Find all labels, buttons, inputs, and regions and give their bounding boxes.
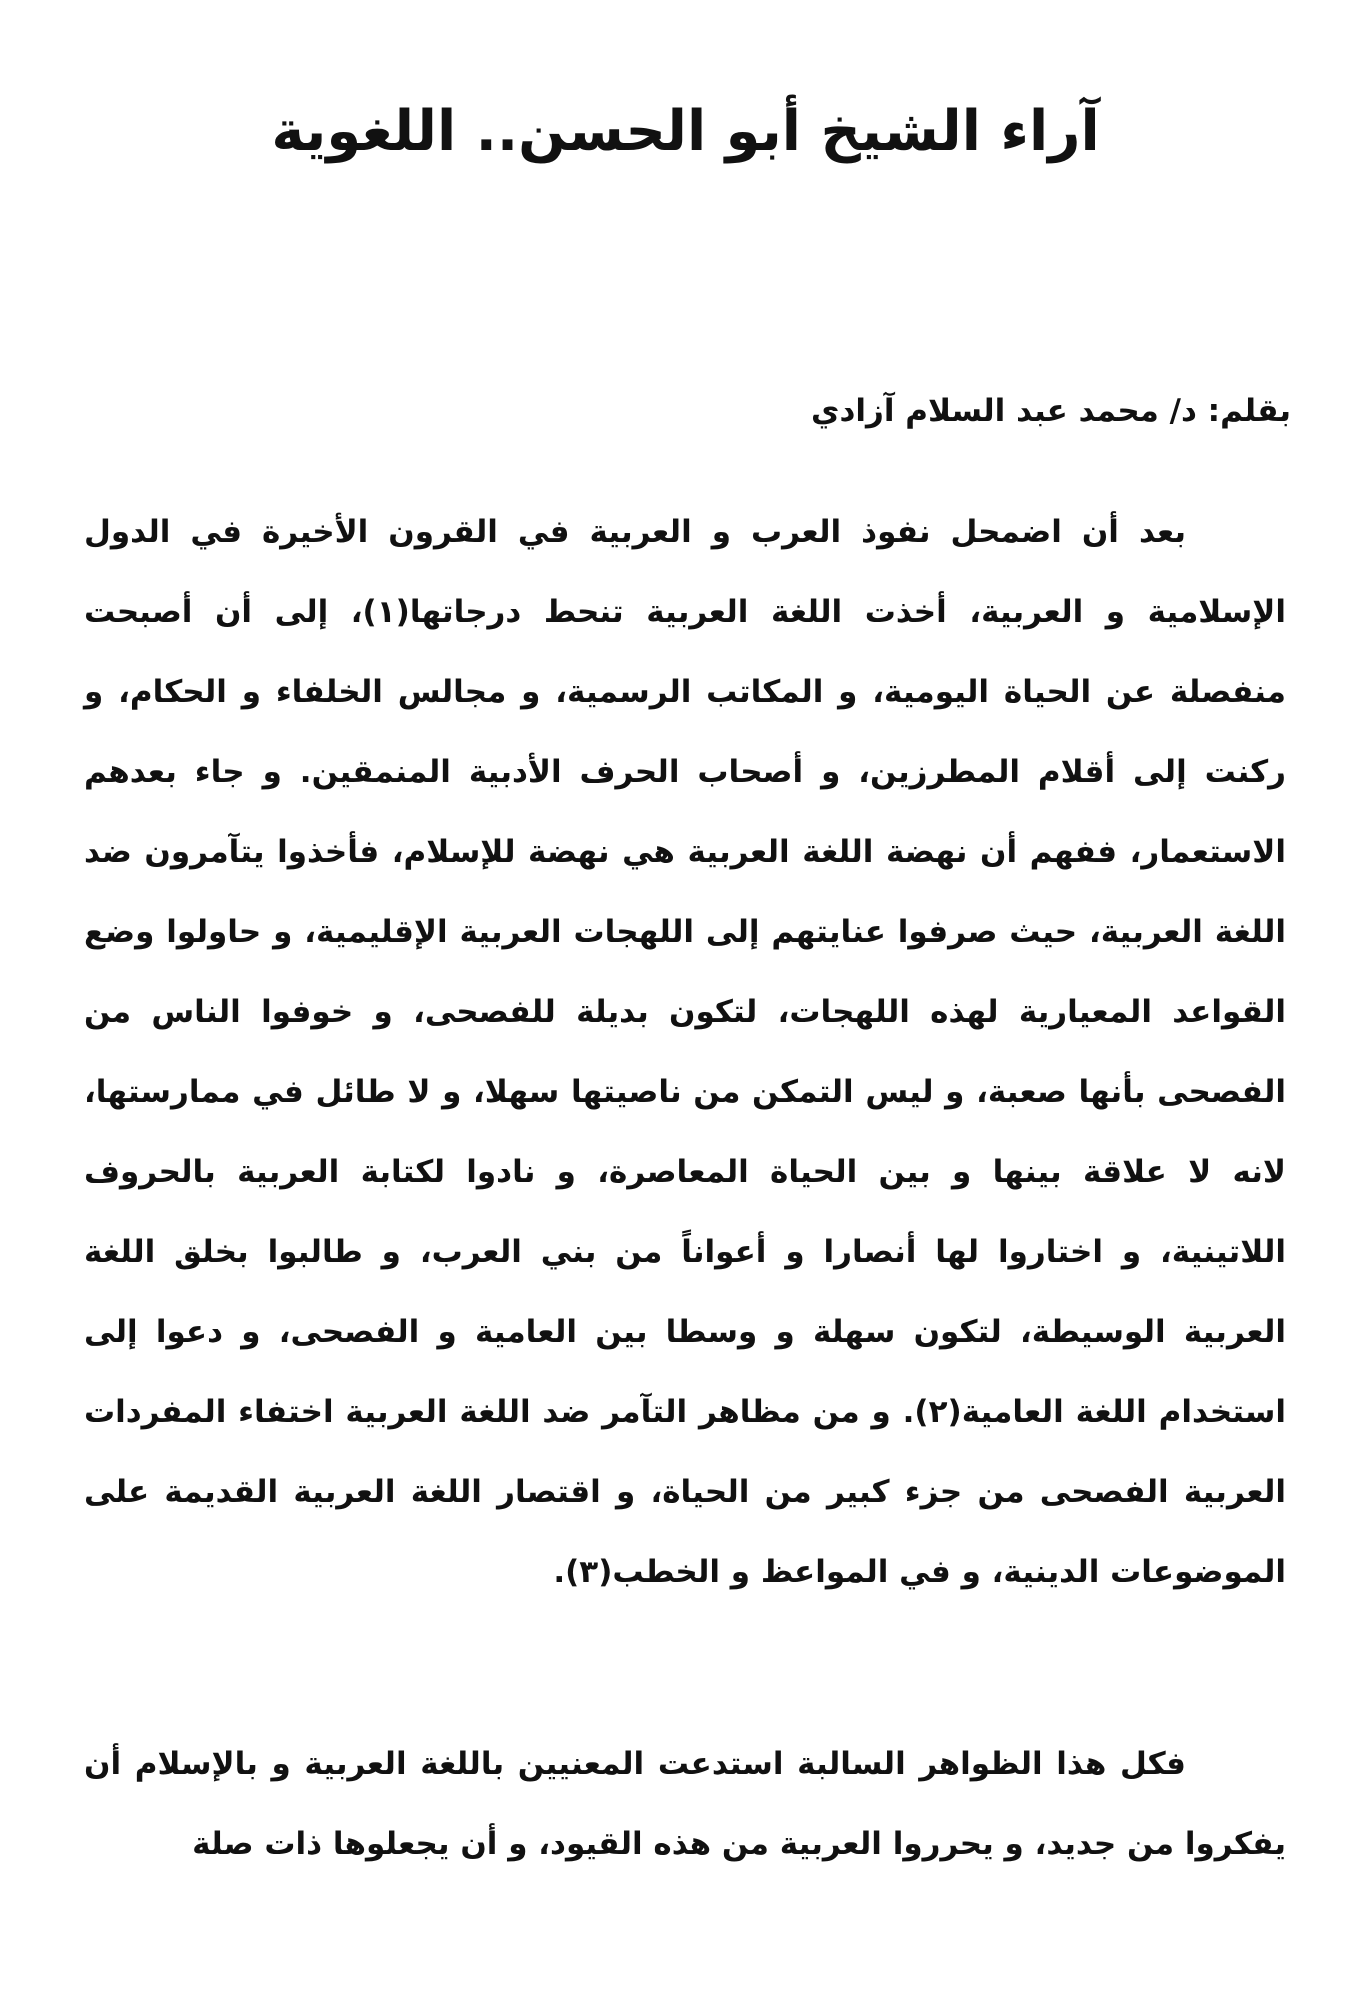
article-title: آراء الشيخ أبو الحسن.. اللغوية xyxy=(271,99,1100,164)
author-byline: بقلم: د/ محمد عبد السلام آزادي xyxy=(811,393,1291,429)
body-paragraph-1: بعد أن اضمحل نفوذ العرب و العربية في القرون الأخيرة في الدول الإسلامية و العربية، أخذت اللغة العربية تنحط درجاتها(١)، إلى أن أصبحت منفصلة عن الحياة اليومية، و المكاتب الرسمية، و مجالس الخلفاء و الحكام، و ركنت إلى أقلام المطرزين، و أصحاب الحرف الأدبية المنمقين. و جاء بعدهم الاستعمار، ففهم أن نهضة اللغة العربية هي نهضة للإسلام، فأخذوا يتآمرون ضد اللغة العربية، حيث صرفوا عنايتهم إلى اللهجات العربية الإقليمية، و حاولوا وضع القواعد المعيارية لهذه اللهجات، لتكون بديلة للفصحى، و خوفوا الناس من الفصحى بأنها صعبة، و ليس التمكن من ناصيتها سهلا، و لا طائل في ممارستها، لانه لا علاقة بينها و بين الحياة المعاصرة، و نادوا لكتابة العربية بالحروف اللاتينية، و اختاروا لها أنصارا و أعواناً من بني العرب، و طالبوا بخلق اللغة العربية الوسيطة، لتكون سهلة و وسطا بين العامية و الفصحى، و دعوا إلى استخدام اللغة العامية(٢). و من مظاهر التآمر ضد اللغة العربية اختفاء المفردات العربية الفصحى من جزء كبير من الحياة، و اقتصار اللغة العربية القديمة على الموضوعات الدينية، و في المواعظ و الخطب(٣). xyxy=(84,514,1286,1590)
body-paragraph-2: فكل هذا الظواهر السالبة استدعت المعنيين باللغة العربية و بالإسلام أن يفكروا من جديد، و يحرروا العربية من هذه القيود، و أن يجعلوها ذات صلة xyxy=(84,1746,1286,1862)
